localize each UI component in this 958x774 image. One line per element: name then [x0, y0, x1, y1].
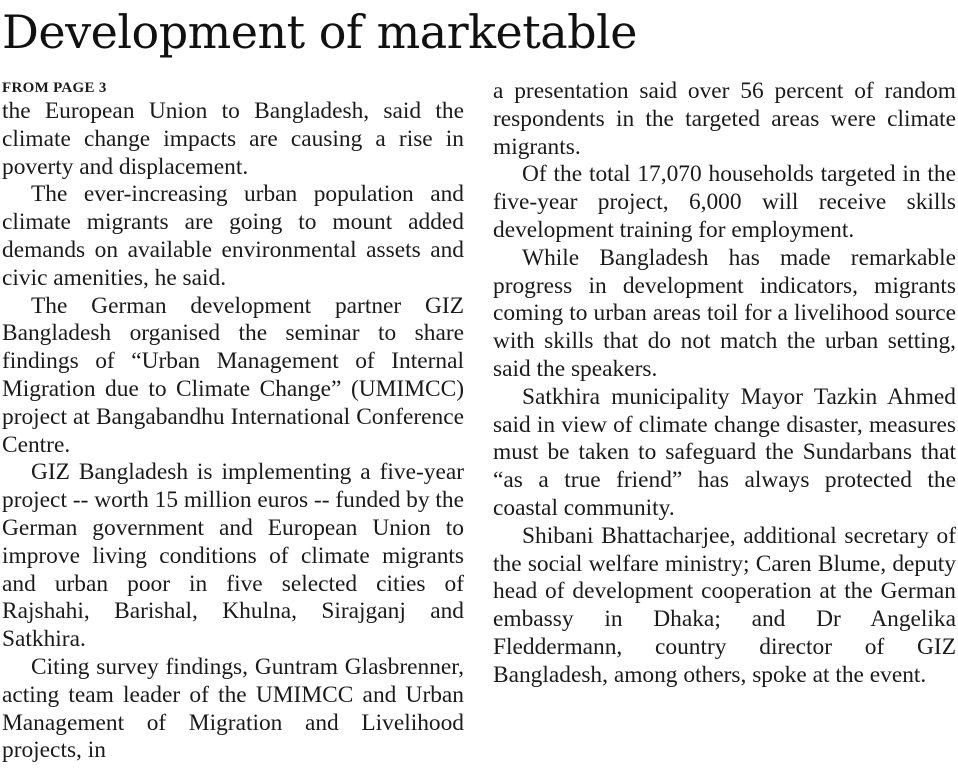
paragraph: Of the total 17,070 households targeted in the five-year project, 6,000 will receive skills development training for employment. — [493, 161, 956, 243]
paragraph: GIZ Bangladesh is implementing a five-year project -- worth 15 million euros -- funded by the German government and European Union to improve living conditions of climate migrants and urban poor in five selected cities of Rajshahi, Barishal, Khulna, Sirajganj and Satkhira. — [2, 459, 464, 653]
jump-label: FROM PAGE 3 — [2, 80, 107, 96]
paragraph: Citing survey findings, Guntram Glasbrenner, acting team leader of the UMIMCC and Urban Management of Migration and Livelihood projects, in — [2, 653, 464, 764]
paragraph: While Bangladesh has made remarkable progress in development indicators, migrants coming to urban areas toil for a livelihood source with skills that do not match the urban setting, said the speakers. — [493, 244, 956, 382]
paragraph: the European Union to Bangladesh, said the climate change impacts are causing a rise in poverty and displacement. — [2, 98, 464, 180]
article-column-left — [2, 78, 464, 765]
paragraph: The ever-increasing urban population and climate migrants are going to mount added demands on available environmental assets and civic amenities, he said. — [2, 181, 464, 291]
article-column-right — [493, 78, 956, 690]
paragraph: a presentation said over 56 percent of random respondents in the targeted areas were climate migrants. — [493, 78, 956, 160]
paragraph: Shibani Bhattacharjee, additional secretary of the social welfare ministry; Caren Blume, deputy head of development cooperation at the German embassy in Dhaka; and Dr Angelika Fleddermann, country director of GIZ Bangladesh, among others, spoke at the event. — [493, 522, 956, 688]
paragraph: The German development partner GIZ Bangladesh organised the seminar to share findings of “Urban Management of Internal Migration due to Climate Change” (UMIMCC) project at Bangabandhu International Conference Centre. — [2, 292, 464, 458]
paragraph: Satkhira municipality Mayor Tazkin Ahmed said in view of climate change disaster, measures must be taken to safeguard the Sundarbans that “as a true friend” has always protected the coastal community. — [493, 383, 956, 521]
headline: Development of marketable — [2, 5, 638, 59]
